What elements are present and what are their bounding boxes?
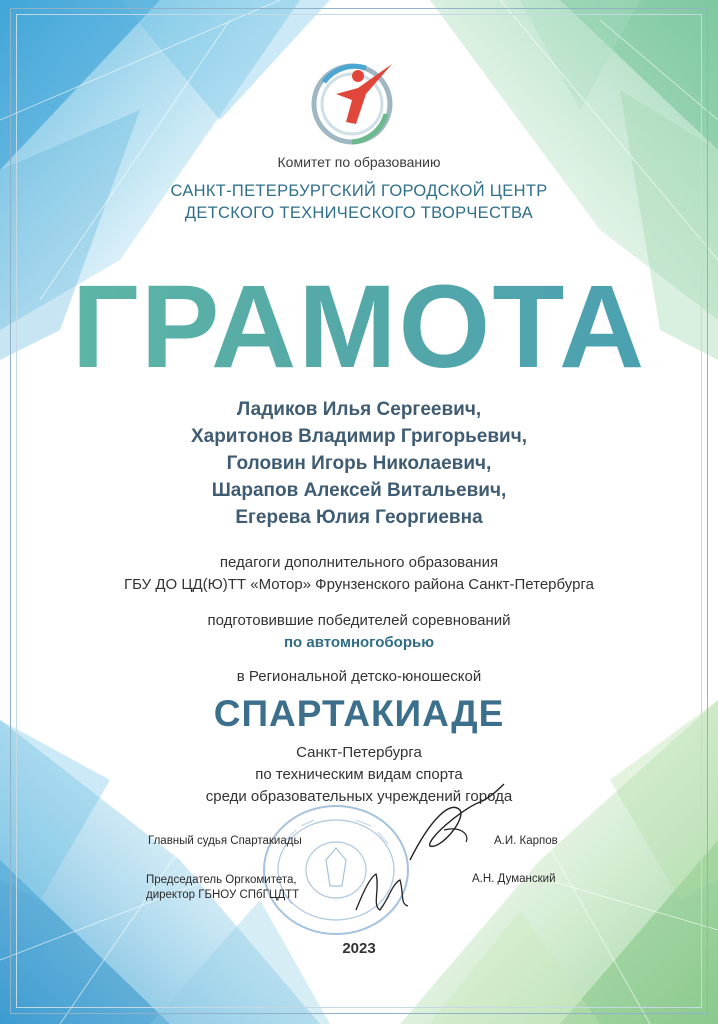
event-subtitle — [0, 742, 718, 808]
regional-line: в Региональной детско-юношеской — [236, 668, 482, 685]
chair-name: А.Н. Думанский — [472, 873, 556, 885]
recipient-name: Ладиков Илья Сергеевич, — [236, 399, 482, 420]
subtitle-line1: Санкт-Петербурга — [296, 744, 422, 761]
organization-name — [0, 180, 718, 224]
role-line2: ГБУ ДО ЦД(Ю)ТТ «Мотор» Фрунзенского района Санкт-Петербурга — [124, 576, 594, 593]
certificate-year: 2023 — [342, 940, 376, 957]
recipient-name: Егерева Юлия Георгиевна — [235, 507, 483, 528]
organization-name-line1: САНКТ-ПЕТЕРБУРГСКИЙ ГОРОДСКОЙ ЦЕНТР — [170, 182, 548, 200]
judge-name: А.И. Карпов — [494, 835, 558, 847]
role-line1: педагоги дополнительного образования — [219, 554, 499, 571]
chair-signature-icon — [350, 860, 430, 920]
event-title: СПАРТАКИАДЕ — [213, 693, 505, 734]
chair-title-line1: Председатель Оргкомитета, — [146, 874, 297, 886]
chair-title-line2: директор ГБНОУ СПбГЦДТТ — [146, 889, 300, 901]
organization-name-line2: ДЕТСКОГО ТЕХНИЧЕСКОГО ТВОРЧЕСТВА — [184, 204, 534, 222]
achievement-text — [0, 610, 718, 654]
judge-title: Главный судья Спартакиады — [148, 835, 302, 847]
committee-label: Комитет по образованию — [277, 154, 441, 170]
recipient-name: Харитонов Владимир Григорьевич, — [190, 426, 528, 447]
chair-title — [146, 873, 299, 903]
subtitle-line3: среди образовательных учреждений города — [205, 788, 513, 805]
judge-signature-icon — [400, 780, 510, 870]
prepared-line: подготовившие победителей соревнований — [207, 612, 511, 629]
subtitle-line2: по техническим видам спорта — [255, 766, 463, 783]
recipients-role — [0, 552, 718, 596]
running-figure-emblem-icon — [306, 54, 402, 150]
recipient-name: Шарапов Алексей Витальевич, — [211, 480, 507, 501]
certificate-title: ГРАМОТА — [0, 262, 718, 392]
discipline-label: по автомногоборью — [283, 634, 435, 651]
recipient-name: Головин Игорь Николаевич, — [226, 453, 492, 474]
recipients-list — [0, 396, 718, 531]
